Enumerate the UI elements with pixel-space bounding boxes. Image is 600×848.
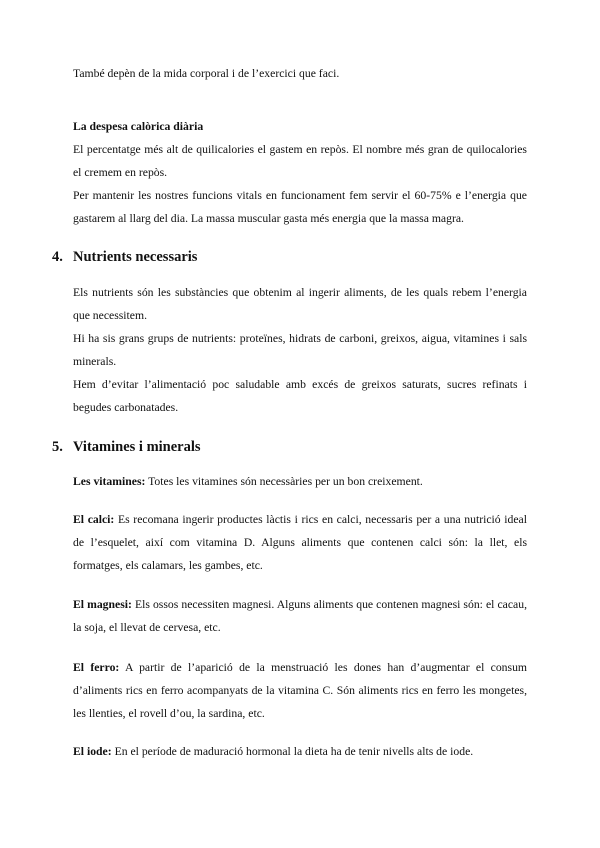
- section-4-paragraph-3: Hem d’evitar l’alimentació poc saludable amb excés de greixos saturats, sucres refinats i begudes carbonatades.: [73, 378, 527, 414]
- despesa-paragraph-1: El percentatge més alt de quilicalories el gastem en repòs. El nombre més gran de quilocalories el cremem en repòs.: [73, 143, 527, 179]
- section-4-paragraph-1: Els nutrients són les substàncies que obtenim al ingerir aliments, de les quals rebem l’energia que necessitem.: [73, 286, 527, 322]
- page-content: [52, 62, 528, 763]
- iode-paragraph: [73, 740, 527, 763]
- magnesi-paragraph: [73, 593, 527, 639]
- ferro-paragraph: [73, 656, 527, 725]
- vitamines-paragraph: [73, 470, 527, 493]
- section-5-title: Vitamines i minerals: [73, 439, 201, 455]
- magnesi-text: Els ossos necessiten magnesi. Alguns aliments que contenen magnesi són: el cacau, la soja, el llevat de cervesa, etc.: [73, 598, 527, 634]
- despesa-heading: La despesa calòrica diària: [73, 120, 204, 133]
- despesa-paragraph-2: Per mantenir les nostres funcions vitals en funcionament fem servir el 60-75% e l’energia que gastarem al llarg del dia. La massa muscular gasta més energia que la massa magra.: [73, 189, 527, 225]
- section-4-paragraph-2: Hi ha sis grans grups de nutrients: proteïnes, hidrats de carboni, greixos, aigua, vitamines i sals minerals.: [73, 332, 527, 368]
- section-4-title: Nutrients necessaris: [73, 249, 198, 265]
- calci-label: El calci:: [73, 513, 115, 526]
- magnesi-label: El magnesi:: [73, 598, 132, 611]
- ferro-text: A partir de l’aparició de la menstruació les dones han d’augmentar el consum d’aliments rics en ferro acompanyats de la vitamina C. Són aliments rics en ferro les mongetes, les llenties, el rovell d’ou, la sardina, etc.: [73, 661, 528, 720]
- section-5-number: 5.: [52, 439, 63, 455]
- intro-line: També depèn de la mida corporal i de l’exercici que faci.: [73, 67, 340, 80]
- calci-paragraph: [73, 508, 527, 577]
- section-5-heading: [52, 437, 506, 457]
- section-4-number: 4.: [52, 249, 63, 265]
- vitamines-text: Totes les vitamines són necessàries per un bon creixement.: [145, 475, 423, 488]
- iode-label: El iode:: [73, 745, 112, 758]
- ferro-label: El ferro:: [73, 661, 120, 674]
- iode-text: En el període de maduració hormonal la dieta ha de tenir nivells alts de iode.: [111, 745, 474, 758]
- section-4-heading: [52, 247, 506, 267]
- calci-text: Es recomana ingerir productes làctis i rics en calci, necessaris per a una nutrició ideal de l’esquelet, així com vitamina D. Alguns aliments que contenen calci són: la llet, els formatges, els calamars, les gambes, etc.: [73, 513, 527, 572]
- vitamines-label: Les vitamines:: [73, 475, 146, 488]
